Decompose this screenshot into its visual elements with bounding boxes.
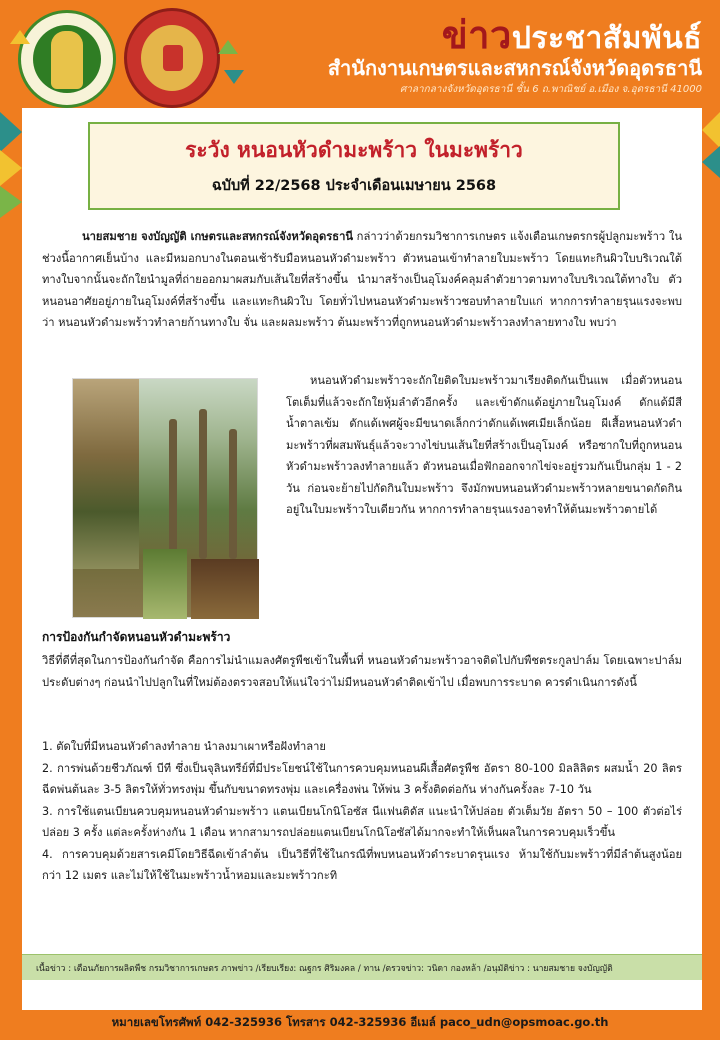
intro-lead: นายสมชาย จงบัญญัติ เกษตรและสหกรณ์จังหวัดอุดรธานี <box>82 230 353 243</box>
headline-box <box>88 122 620 210</box>
header <box>0 0 720 108</box>
photo-larvae-closeup <box>73 379 139 569</box>
issue-line: ฉบับที่ 22/2568 ประจำเดือนเมษายน 2568 <box>211 178 497 194</box>
news-title-rest: ประชาสัมพันธ์ <box>511 21 702 56</box>
office-name: สำนักงานเกษตรและสหกรณ์จังหวัดอุดรธานี <box>327 56 702 80</box>
lifecycle-paragraph: หนอนหัวดำมะพร้าวจะถักใยติดใบมะพร้าวมาเรียงติดกันเป็นแพ เมื่อตัวหนอนโตเต็มที่แล้วจะถักใยหุ้มลำตัวอีกครั้ง และเข้าดักแด้อยู่ภายในอุโมงค์ ดักแด้มีสีน้ำตาลเข้ม ดักแด้เพศผู้จะมีขนาดเล็กกว่าดักแด้เพศเมียเล็กน้อย ผีเสื้อหนอนหัวดำมะพร้าวที่ผสมพันธุ์แล้วจะวางไข่บนเส้นใยที่สร้างเป็นอุโมงค์ หรือซากใบที่ถูกหนอนหัวดำมะพร้าวลงทำลายแล้ว ตัวหนอนเมื่อฟักออกจากไข่จะอยู่รวมกันเป็นกลุ่ม 1 - 2 วัน ก่อนจะย้ายไปกัดกินใบมะพร้าว จึงมักพบหนอนหัวดำมะพร้าวหลายขนาดกัดกินอยู่ในใบมะพร้าวใบเดียวกัน หากการทำลายรุนแรงอาจทำให้ต้นมะพร้าวตายได้ <box>286 374 682 516</box>
decor-triangle <box>702 112 720 148</box>
decor-triangle <box>702 146 720 178</box>
credit-text: เนื้อข่าว : เตือนภัยการผลิตพืช กรมวิชาการเกษตร ภาพข่าว /เรียบเรียง: ณฐกร ศิริมงคล / ทาน /ตรวจข่าว: วนิดา กองหล้า /อนุมัติข่าว : นายสมชาย จงบัญญัติ <box>36 964 613 974</box>
list-item: 1. ตัดใบที่มีหนอนหัวดำลงทำลาย นำลงมาเผาหรือฝังทำลาย <box>42 740 326 753</box>
photo-tunnel-larva <box>191 559 259 619</box>
contact-footer: หมายเลขโทรศัพท์ 042-325936 โทรสาร 042-325936 อีเมล์ paco_udn@opsmoac.go.th <box>111 1015 609 1029</box>
prevention-paragraph: วิธีที่ดีที่สุดในการป้องกันกำจัด คือการไม่นำแมลงศัตรูพืชเข้าในพื้นที่ หนอนหัวดำมะพร้าวอาจติดไปกับพืชตระกูลปาล์ม โดยเฉพาะปาล์มประดับต่างๆ ก่อนนำไปปลูกในที่ใหม่ต้องตรวจสอบให้แน่ใจว่าไม่มีหนอนหัวดำติดเข้าไป เมื่อพบการระบาด ควรดำเนินการดังนี้ <box>42 654 682 689</box>
decor-triangle <box>218 40 238 54</box>
decor-triangle <box>0 186 22 218</box>
decor-triangle <box>0 150 22 186</box>
office-address: ศาลากลางจังหวัดอุดรธานี ชั้น 6 ถ.พาณิชย์ อ.เมือง จ.อุดรธานี 41000 <box>399 84 702 95</box>
control-methods-list <box>42 736 682 887</box>
coconut-pest-photo <box>72 378 258 618</box>
headline-title: ระวัง หนอนหัวดำมะพร้าว ในมะพร้าว <box>185 138 523 162</box>
ministry-logo <box>18 10 116 108</box>
intro-body: กล่าวว่าด้วยกรมวิชาการเกษตร แจ้งเตือนเกษตรกรผู้ปลูกมะพร้าว ในช่วงนี้อากาศเย็นบ้าง และมีหมอกบางในตอนเช้ารับมือหนอนหัวดำมะพร้าว ตัวหนอนเข้าทำลายใบมะพร้าว โดยแทะกินผิวใบบริเวณใต้ทางใบจากนั้นจะถักใยนำมูลที่ถ่ายออกมาผสมกับเส้นใยที่สร้างขึ้น นำมาสร้างเป็นอุโมงค์คลุมลำตัวยาวตามทางใบบริเวณใต้ทางใบ ตัวหนอนอาศัยอยู่ภายในอุโมงค์ที่สร้างขึ้น และแทะกินผิวใบ โดยทั่วไปหนอนหัวดำมะพร้าวชอบทำลายใบแก่ หากการทำลายรุนแรงจะพบว่า หนอนหัวดำมะพร้าวทำลายก้านทางใบ จั่น และผลมะพร้าว ต้นมะพร้าวที่ถูกหนอนหัวดำมะพร้าวลงทำลายทางใบ พบว่า <box>42 230 682 329</box>
decor-triangle <box>224 70 244 84</box>
list-item: 4. การควบคุมด้วยสารเคมีโดยวิธีฉีดเข้าลำต้น เป็นวิธีที่ใช้ในกรณีที่พบหนอนหัวดำระบาดรุนแรง ห้ามใช้กับมะพร้าวที่มีลำต้นสูงน้อยกว่า 12 เมตร และไม่ให้ใช้ในมะพร้าวน้ำหอมและมะพร้าวกะทิ <box>42 847 682 882</box>
news-paper <box>22 108 702 1010</box>
credit-bar <box>22 954 702 980</box>
provincial-office-logo <box>124 8 220 108</box>
decor-triangle <box>0 112 22 152</box>
photo-leaf-damage <box>143 549 187 619</box>
news-title-prefix: ข่าว <box>441 13 512 57</box>
decor-triangle <box>10 30 30 44</box>
list-item: 2. การพ่นด้วยชีวภัณฑ์ บีที ซึ่งเป็นจุลินทรีย์ที่มีประโยชน์ใช้ในการควบคุมหนอนผีเสื้อศัตรูพืช อัตรา 80-100 มิลลิลิตร ผสมน้ำ 20 ลิตร ฉีดพ่นต้นละ 3-5 ลิตรให้ทั่วทรงพุ่ม ขึ้นกับขนาดทรงพุ่ม และเครื่องพ่น ให้พ่น 3 ครั้งติดต่อกัน ห่างกันครั้งละ 7-10 วัน <box>42 761 682 796</box>
intro-paragraph <box>42 226 682 334</box>
section-heading: การป้องกันกำจัดหนอนหัวดำมะพร้าว <box>42 630 231 644</box>
list-item: 3. การใช้แตนเบียนควบคุมหนอนหัวดำมะพร้าว แตนเบียนโกนิโอซัส นีแฟนติดัส แนะนำให้ปล่อย ตัวเต็มวัย อัตรา 50 – 100 ตัวต่อไร่ ปล่อย 3 ครั้ง แต่ละครั้งห่างกัน 1 เดือน หากสามารถปล่อยแตนเบียนโกนิโอซัสได้มากจะทำให้เห็นผลในการควบคุมเร็วขึ้น <box>42 804 682 839</box>
